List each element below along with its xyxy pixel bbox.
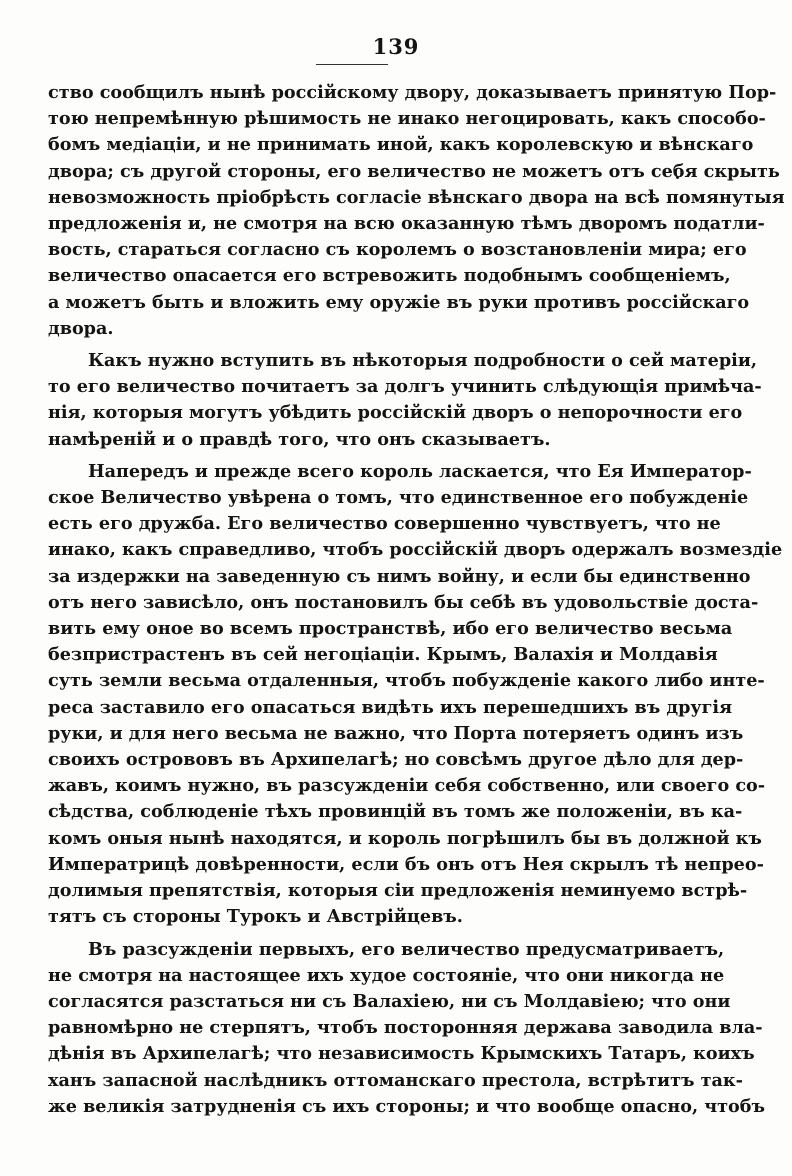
text-line: намѣреній и о правдѣ того, что онъ сказываетъ. [48, 428, 551, 450]
text-line: не смотря на настоящее ихъ худое состояніе, что они никогда не [48, 964, 725, 986]
text-line: реса заставило его опасаться видѣть ихъ перешедшихъ въ другія [48, 696, 733, 718]
text-line: жавъ, коимъ нужно, въ разсужденіи себя собственно, или своего со- [48, 775, 766, 797]
text-line: Императрицѣ довѣренности, если бъ онъ отъ Нея скрылъ тѣ непрео- [48, 853, 764, 875]
text-line: сѣдства, соблюденіе тѣхъ провинцій въ томъ же положеніи, въ ка- [48, 801, 743, 823]
text-line: инако, какъ справедливо, чтобъ россійскій дворъ одержалъ возмездіе [48, 539, 783, 561]
paragraph [48, 80, 785, 342]
text-line: дѣнія въ Архипелагѣ; что независимость Крымскихъ Татаръ, коихъ [48, 1043, 755, 1065]
text-line: своихъ острововъ въ Архипелагѣ; но совсѣмъ другое дѣло для дер- [48, 749, 744, 771]
text-line: долимыя препятствія, которыя сіи предложенія неминуемо встрѣ- [48, 880, 748, 902]
text-line: предложенія и, не смотря на всю оказанную тѣмъ дворомъ податли- [48, 213, 765, 235]
text-line: комъ оныя нынѣ находятся, и король погрѣшилъ бы въ должной къ [48, 827, 762, 849]
body-text [48, 80, 785, 1120]
text-line: безпристрастенъ въ сей негоціаціи. Крымъ, Валахія и Молдавія [48, 644, 718, 666]
text-line: нія, которыя могутъ убѣдить россійскій дворъ о непорочности его [48, 402, 743, 424]
text-line: тятъ съ стороны Турокъ и Австрійцевъ. [48, 906, 463, 928]
text-line: двора. [48, 317, 114, 339]
text-line: ханъ запасной наслѣдникъ оттоманскаго престола, встрѣтитъ так- [48, 1069, 743, 1091]
text-line: бомъ медіаціи, и не принимать иной, какъ королевскую и вѣнскаго [48, 134, 754, 156]
text-line: величество опасается его встревожить подобнымъ сообщеніемъ, [48, 265, 731, 287]
text-line: суть земли весьма отдаленныя, чтобъ побужденіе какого либо инте- [48, 670, 765, 692]
page-number: 139 [372, 34, 420, 59]
text-line: а можетъ быть и вложить ему оружіе въ руки противъ россійскаго [48, 291, 750, 313]
text-line: двора; съ другой стороны, его величество не можетъ отъ себя скрыть [48, 160, 780, 182]
text-line: ское Величество увѣрена о томъ, что единственное его побужденіе [48, 487, 749, 509]
text-line: равномѣрно не стерпятъ, чтобъ посторонняя держава заводила вла- [48, 1017, 763, 1039]
text-line: вить ему оное во всемъ пространствѣ, ибо его величество весьма [48, 618, 733, 640]
text-line: то его величество почитаетъ за долгъ учинить слѣдующія примѣча- [48, 376, 762, 398]
text-line: согласятся разстаться ни съ Валахіею, ни съ Молдавіею; что они [48, 990, 731, 1012]
paragraph [48, 937, 765, 1120]
text-line: руки, и для него весьма не важно, что Порта потеряетъ одинъ изъ [48, 722, 744, 744]
text-line: тою непремѣнную рѣшимость не инако негоцировать, какъ способо- [48, 108, 766, 130]
text-line: же великія затрудненія съ ихъ стороны; и что вообще опасно, чтобъ [48, 1095, 765, 1117]
text-line: есть его дружба. Его величество совершенно чувствуетъ, что не [48, 513, 721, 535]
text-line: ство сообщилъ нынѣ россійскому двору, доказываетъ принятую Пор- [48, 82, 777, 103]
paragraph [48, 348, 762, 453]
text-line: невозможность пріобрѣсть согласіе вѣнскаго двора на всѣ помянутыя [48, 186, 785, 208]
text-line: отъ него зависѣло, онъ постановилъ бы себѣ въ удовольствіе доста- [48, 591, 759, 613]
paragraph [48, 459, 783, 931]
text-line: Какъ нужно вступить въ нѣкоторыя подробности о сей матеріи, [88, 350, 757, 372]
text-line: за издержки на заведенную съ нимъ войну, и если бы единственно [48, 565, 751, 587]
text-line: вость, стараться согласно съ королемъ о возстановленіи мира; его [48, 239, 747, 261]
text-line: Въ разсужденіи первыхъ, его величество предусматриваетъ, [88, 938, 725, 960]
text-line: Напередъ и прежде всего король ласкается, что Ея Император- [88, 460, 752, 482]
page-number-rule [316, 64, 388, 65]
